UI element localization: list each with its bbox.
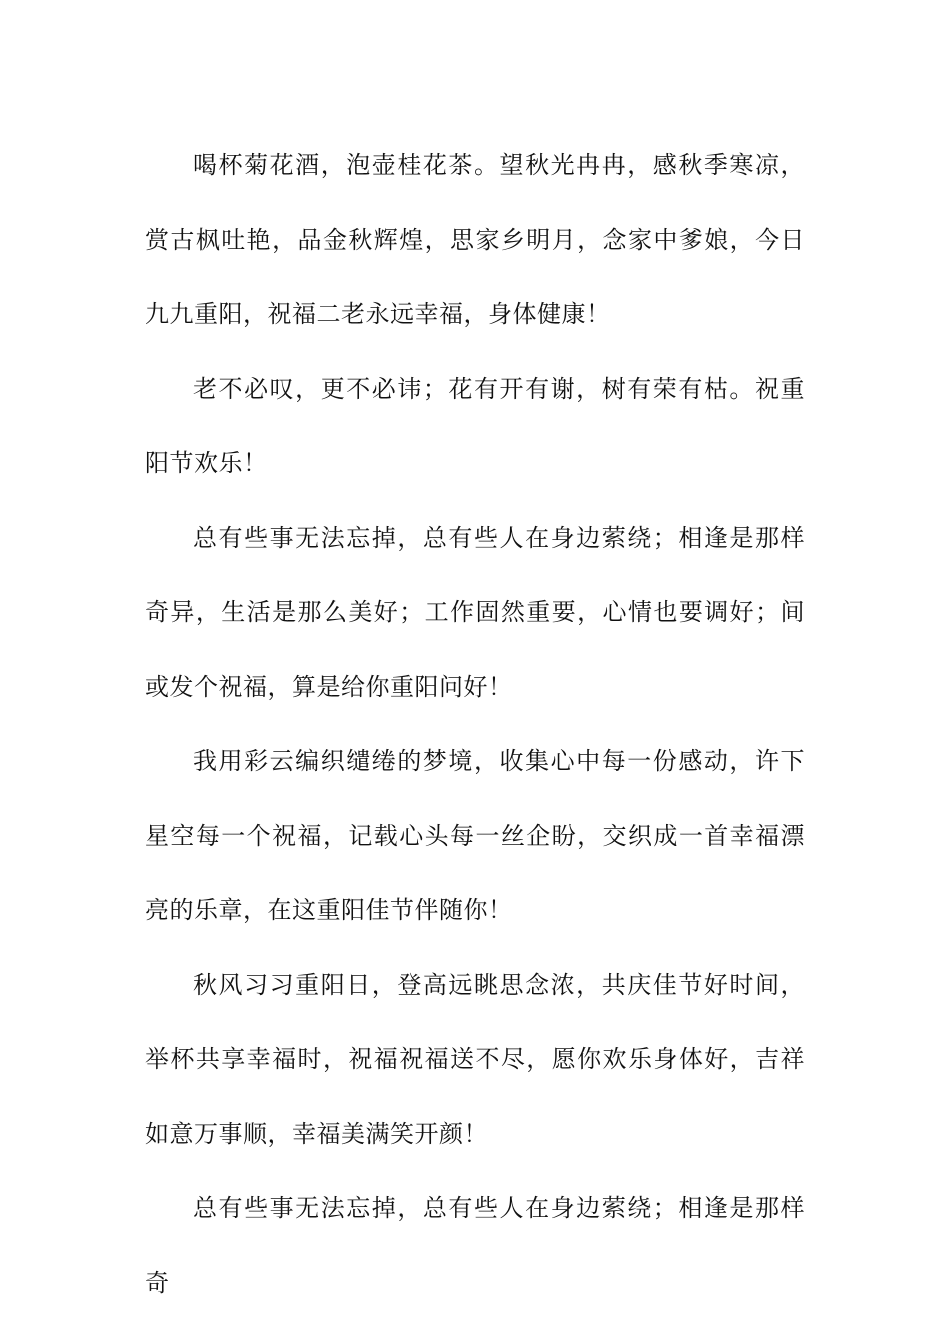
paragraph-3: 总有些事无法忘掉，总有些人在身边萦绕；相逢是那样奇异，生活是那么美好；工作固然重要，心情也要调好；间或发个祝福，算是给你重阳问好！ — [145, 523, 805, 701]
paragraph-5: 秋风习习重阳日，登高远眺思念浓，共庆佳节好时间，举杯共享幸福时，祝福祝福送不尽，愿你欢乐身体好，吉祥如意万事顺，幸福美满笑开颜！ — [145, 970, 805, 1148]
paragraph-6: 总有些事无法忘掉，总有些人在身边萦绕；相逢是那样奇 — [145, 1194, 805, 1297]
paragraph-4: 我用彩云编织缱绻的梦境，收集心中每一份感动，许下星空每一个祝福，记载心头每一丝企盼，交织成一首幸福漂亮的乐章，在这重阳佳节伴随你！ — [145, 747, 805, 924]
paragraph-1: 喝杯菊花酒，泡壶桂花茶。望秋光冉冉，感秋季寒凉，赏古枫吐艳，品金秋辉煌，思家乡明月，念家中爹娘，今日九九重阳，祝福二老永远幸福，身体健康！ — [145, 151, 805, 328]
paragraph-2: 老不必叹，更不必讳；花有开有谢，树有荣有枯。祝重阳节欢乐！ — [145, 374, 805, 477]
document-body — [145, 128, 805, 1320]
